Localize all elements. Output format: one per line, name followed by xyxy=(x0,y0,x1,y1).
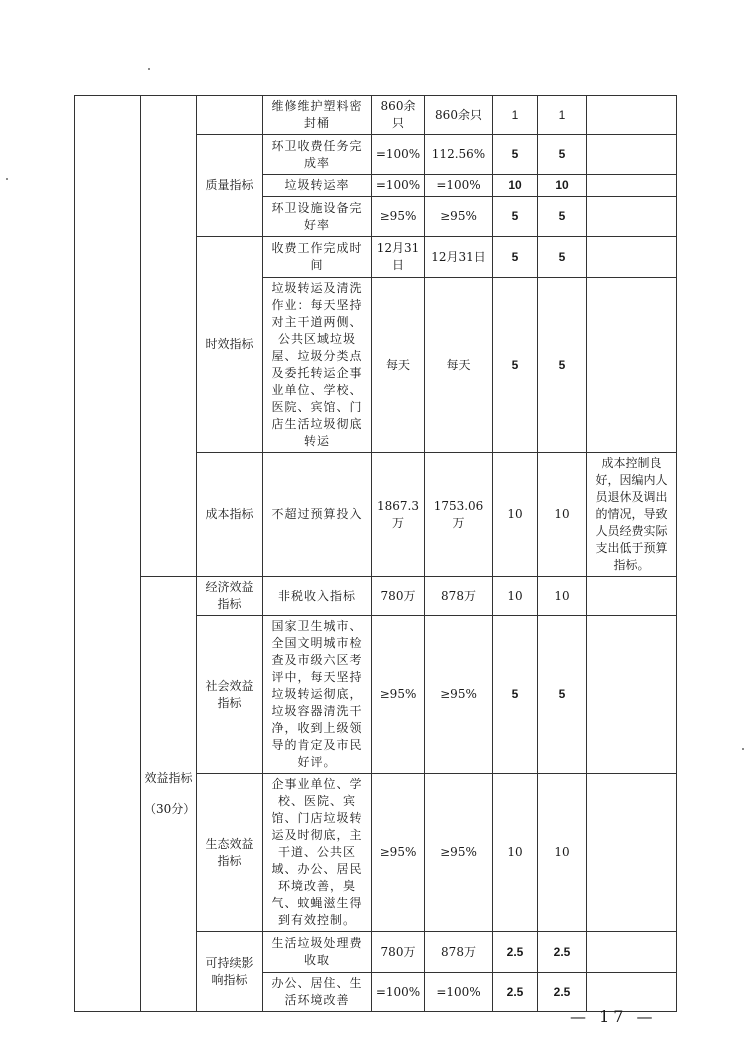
indicator-cell: 维修维护塑料密封桶 xyxy=(263,96,372,135)
target-value: =100% xyxy=(372,135,425,175)
subcat-economic: 经济效益指标 xyxy=(197,577,263,616)
actual-value: ≥95% xyxy=(425,774,493,932)
indicator-cell: 环卫设施设备完好率 xyxy=(263,197,372,237)
actual-value: =100% xyxy=(425,175,493,197)
score-value: 10 xyxy=(538,453,587,577)
target-value: 860余只 xyxy=(372,96,425,135)
score-value: 5 xyxy=(538,197,587,237)
target-value: =100% xyxy=(372,973,425,1012)
category-benefit-cell xyxy=(141,577,197,1012)
category-benefit-label: 效益指标 xyxy=(144,771,193,785)
actual-value: 878万 xyxy=(425,577,493,616)
score-value: 5 xyxy=(538,616,587,774)
indicator-cell: 生活垃圾处理费收取 xyxy=(263,932,372,973)
actual-value: 每天 xyxy=(425,278,493,453)
target-value: 12月31日 xyxy=(372,237,425,278)
scan-speck xyxy=(6,178,8,180)
actual-value: 1753.06万 xyxy=(425,453,493,577)
subcat-timeliness: 时效指标 xyxy=(197,237,263,453)
level2-output-cell xyxy=(141,96,197,577)
note-cell xyxy=(587,175,677,197)
indicator-cell: 非税收入指标 xyxy=(263,577,372,616)
weight-value: 10 xyxy=(493,774,538,932)
indicator-cell: 国家卫生城市、全国文明城市检查及市级六区考评中，每天坚持垃圾转运彻底，垃圾容器清洗干净，收到上级领导的肯定及市民好评。 xyxy=(263,616,372,774)
note-cell xyxy=(587,197,677,237)
subcat-sustainable: 可持续影响指标 xyxy=(197,932,263,1012)
weight-value: 1 xyxy=(493,96,538,135)
target-value: ≥95% xyxy=(372,774,425,932)
actual-value: 878万 xyxy=(425,932,493,973)
weight-value: 10 xyxy=(493,577,538,616)
score-value: 5 xyxy=(538,278,587,453)
actual-value: ≥95% xyxy=(425,197,493,237)
indicator-cell: 企事业单位、学校、医院、宾馆、门店垃圾转运及时彻底，主干道、公共区域、办公、居民环境改善，臭气、蚊蝇滋生得到有效控制。 xyxy=(263,774,372,932)
indicator-cell: 办公、居住、生活环境改善 xyxy=(263,973,372,1012)
score-value: 2.5 xyxy=(538,973,587,1012)
actual-value: 860余只 xyxy=(425,96,493,135)
target-value: ≥95% xyxy=(372,616,425,774)
indicator-cell: 垃圾转运及清洗作业：每天坚持对主干道两侧、公共区域垃圾屋、垃圾分类点及委托转运企事业单位、学校、医院、宾馆、门店生活垃圾彻底转运 xyxy=(263,278,372,453)
target-value: 780万 xyxy=(372,932,425,973)
score-value: 5 xyxy=(538,135,587,175)
category-benefit-points: （30分） xyxy=(144,802,196,816)
score-value: 10 xyxy=(538,175,587,197)
subcat-ecological: 生态效益指标 xyxy=(197,774,263,932)
weight-value: 10 xyxy=(493,453,538,577)
target-value: =100% xyxy=(372,175,425,197)
note-cell xyxy=(587,616,677,774)
note-cell xyxy=(587,96,677,135)
indicator-cell: 垃圾转运率 xyxy=(263,175,372,197)
weight-value: 2.5 xyxy=(493,973,538,1012)
note-cell xyxy=(587,237,677,278)
note-cell xyxy=(587,577,677,616)
score-value: 1 xyxy=(538,96,587,135)
table-row xyxy=(75,96,677,135)
weight-value: 5 xyxy=(493,135,538,175)
scan-speck xyxy=(742,748,744,750)
weight-value: 2.5 xyxy=(493,932,538,973)
scan-speck xyxy=(148,68,150,70)
table-row xyxy=(75,577,677,616)
note-cell xyxy=(587,774,677,932)
note-cell xyxy=(587,973,677,1012)
actual-value: ≥95% xyxy=(425,616,493,774)
score-value: 2.5 xyxy=(538,932,587,973)
weight-value: 5 xyxy=(493,616,538,774)
target-value: 780万 xyxy=(372,577,425,616)
weight-value: 10 xyxy=(493,175,538,197)
actual-value: 112.56% xyxy=(425,135,493,175)
note-cell xyxy=(587,932,677,973)
actual-value: 12月31日 xyxy=(425,237,493,278)
page-number: — 17 — xyxy=(570,1007,657,1026)
score-value: 5 xyxy=(538,237,587,278)
target-value: ≥95% xyxy=(372,197,425,237)
performance-table-container xyxy=(74,95,676,1012)
subcat-social: 社会效益指标 xyxy=(197,616,263,774)
level1-output-cell xyxy=(75,96,141,1012)
performance-evaluation-table xyxy=(74,95,677,1012)
subcat-quality: 质量指标 xyxy=(197,135,263,237)
indicator-cell: 收费工作完成时间 xyxy=(263,237,372,278)
weight-value: 5 xyxy=(493,278,538,453)
score-value: 10 xyxy=(538,774,587,932)
weight-value: 5 xyxy=(493,197,538,237)
indicator-cell: 不超过预算投入 xyxy=(263,453,372,577)
note-cell: 成本控制良好，因编内人员退休及调出的情况，导致人员经费实际支出低于预算指标。 xyxy=(587,453,677,577)
actual-value: =100% xyxy=(425,973,493,1012)
subcat-quantity-cell xyxy=(197,96,263,135)
note-cell xyxy=(587,135,677,175)
note-cell xyxy=(587,278,677,453)
subcat-cost: 成本指标 xyxy=(197,453,263,577)
weight-value: 5 xyxy=(493,237,538,278)
target-value: 1867.3万 xyxy=(372,453,425,577)
score-value: 10 xyxy=(538,577,587,616)
target-value: 每天 xyxy=(372,278,425,453)
indicator-cell: 环卫收费任务完成率 xyxy=(263,135,372,175)
